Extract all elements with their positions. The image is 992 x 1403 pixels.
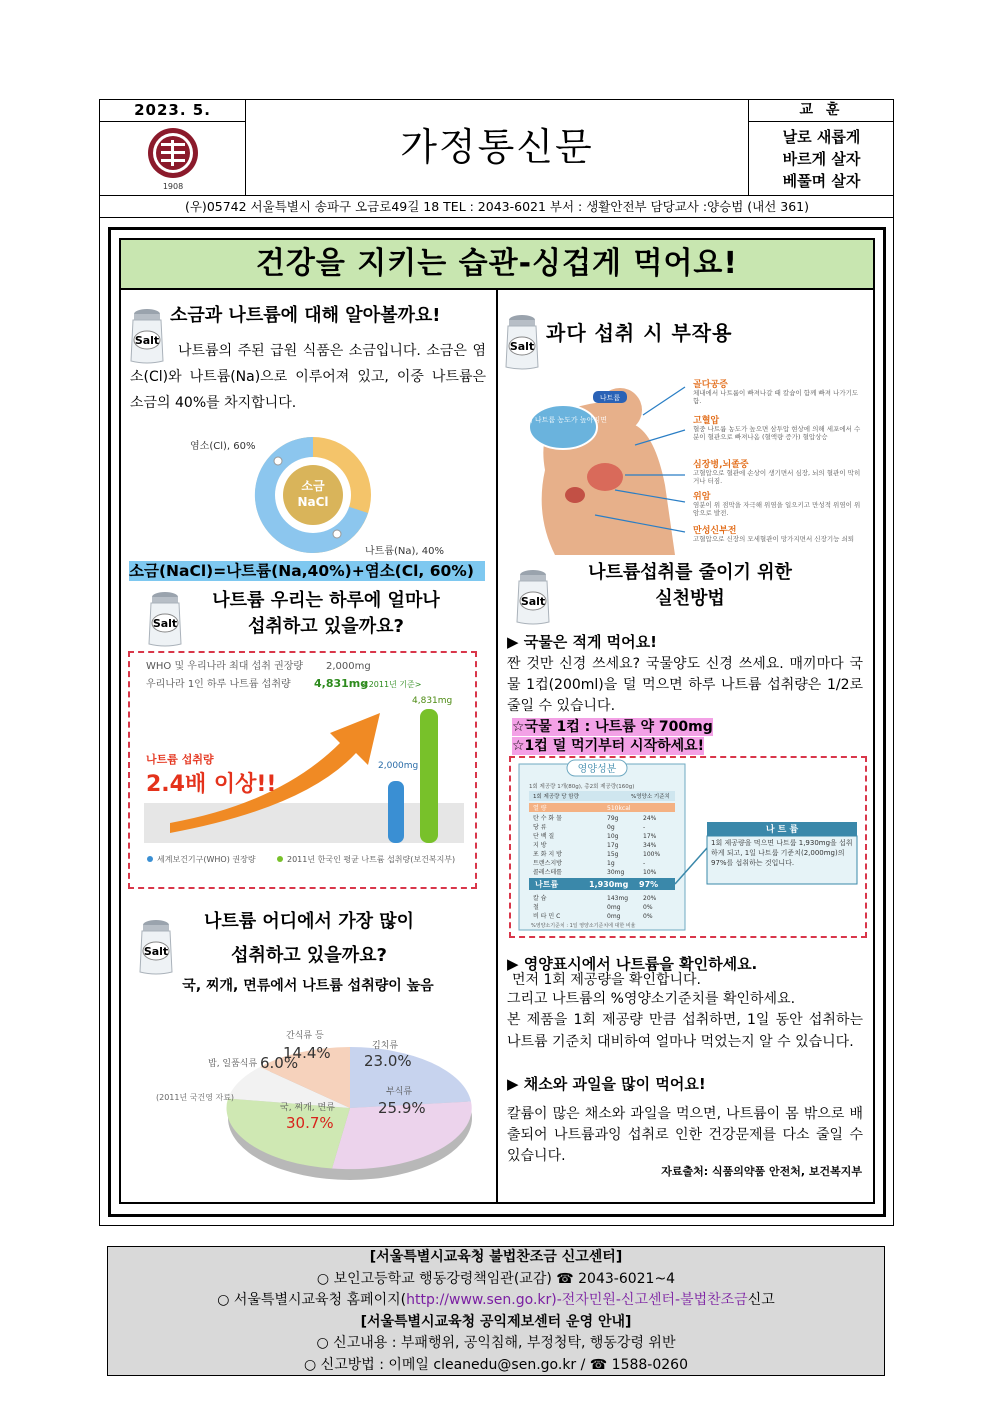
svg-text:포 화 지 방: 포 화 지 방 <box>533 851 562 858</box>
effect-title: 골다공증 <box>693 380 728 390</box>
svg-text:Salt: Salt <box>520 595 546 608</box>
legend-who: 세계보건기구(WHO) 권장량 <box>157 855 256 864</box>
intake-line1-label: WHO 및 우리나라 최대 섭취 권장량 <box>146 661 304 672</box>
svg-text:칼 슘: 칼 슘 <box>533 895 547 902</box>
label-title: 영양성분 <box>577 764 617 775</box>
donut-label-cl: 염소(Cl), 60% <box>190 441 256 452</box>
footer-line: [서울특별시교육청 불법찬조금 신고센터] <box>369 1249 623 1265</box>
motto-line: 날로 새롭게 <box>782 128 861 146</box>
salt-shaker-icon <box>514 568 552 626</box>
svg-text:비 타 민 C: 비 타 민 C <box>533 913 561 920</box>
svg-text:0g: 0g <box>607 824 615 831</box>
section-subheading: 국, 찌개, 면류에서 나트륨 섭취량이 높음 <box>182 978 434 994</box>
svg-text:34%: 34% <box>643 842 657 849</box>
section-heading: 과다 섭취 시 부작용 <box>546 321 733 345</box>
svg-text:1g: 1g <box>607 860 615 867</box>
bar1-label: 2,000mg <box>378 761 419 771</box>
footer-line: [서울특별시교육청 공익제보센터 운영 안내] <box>360 1313 632 1330</box>
svg-text:탄 수 화 물: 탄 수 화 물 <box>533 815 562 822</box>
pie-label-rice: 밥, 일품식류 <box>208 1059 258 1069</box>
tip-body: 칼륨이 많은 채소와 과일을 먹으면, 나트륨이 몸 밖으로 배출되어 나트륨과잉 섭취로 인한 건강문제를 다소 줄일 수 있습니다. <box>507 1106 863 1164</box>
callout-title: 나 트 륨 <box>765 825 799 835</box>
svg-text:-: - <box>643 860 646 867</box>
label-col2: %영양소 기준치 <box>631 794 670 800</box>
intake-line2-note: <2011년 기준> <box>362 680 422 689</box>
svg-text:17g: 17g <box>607 842 619 849</box>
bar2-label: 4,831mg <box>412 696 453 706</box>
section-heading: 나트륨 우리는 하루에 얼마나 섭취하고 있을까요? <box>212 590 440 637</box>
callout-text: 1회 제공량을 먹으면 나트륨 1,930mg을 섭취하게 되고, 1일 나트륨 기준치(2,000mg)의 97%를 섭취하는 것입니다. <box>711 839 853 867</box>
salt-shaker-icon <box>137 918 175 976</box>
pie-label-snack: 간식류 등 <box>286 1031 324 1041</box>
svg-text:15g: 15g <box>607 851 619 858</box>
effect-title: 위암 <box>693 492 711 502</box>
donut-center-2: NaCl <box>297 495 329 509</box>
donut-label-na: 나트륨(Na), 40% <box>365 546 444 557</box>
pie-value-snack: 14.4% <box>283 1044 331 1062</box>
tip-title: ▶ 영양표시에서 나트륨을 확인하세요. <box>507 955 758 973</box>
svg-text:97%: 97% <box>639 880 659 889</box>
svg-text:-: - <box>643 824 646 831</box>
svg-text:30mg: 30mg <box>607 869 625 876</box>
label-energy: 열 량 <box>533 805 547 812</box>
motto-line: 베풀며 살자 <box>782 172 861 190</box>
section-heading: 나트륨섭취를 줄이기 위한 실천방법 <box>588 562 792 609</box>
effect-desc: 염분이 위 점막을 자극해 위염을 일으키고 만성적 위염이 위암으로 발전. <box>693 501 861 517</box>
svg-text:Salt: Salt <box>152 617 178 630</box>
pie-value-side: 25.9% <box>378 1099 426 1117</box>
school-logo <box>100 122 246 196</box>
intake-figure <box>128 651 477 889</box>
effect-desc: 혈중 나트륨 농도가 높으면 삼투압 현상에 의해 세포에서 수분이 혈관으로 빠져나옴 (혈액량 증가) 혈압상승 <box>693 425 861 441</box>
effect-title: 만성신부전 <box>693 526 737 536</box>
svg-text:철: 철 <box>533 904 539 911</box>
svg-text:당 류: 당 류 <box>533 824 547 831</box>
motto-title: 교 훈 <box>749 100 894 122</box>
svg-text:100%: 100% <box>643 851 661 858</box>
effect-desc: 고혈압으로 혈관에 손상이 생기면서 심장, 뇌의 혈관이 막히거나 터짐. <box>693 469 861 485</box>
section-heading: 나트륨 어디에서 가장 많이 섭취하고 있을까요? <box>203 911 415 966</box>
svg-text:10g: 10g <box>607 833 619 840</box>
motto-line: 바르게 살자 <box>782 150 861 168</box>
pie-value-rice: 6.0% <box>260 1054 299 1072</box>
intake-line2-label: 우리나라 1인 하루 나트륨 섭취량 <box>146 679 291 690</box>
side-effects-figure <box>515 375 865 560</box>
column-divider <box>496 290 498 1202</box>
tip-body: 먼저 1회 제공량을 확인합니다. <box>512 972 701 988</box>
svg-text:20%: 20% <box>643 895 657 902</box>
main-banner: 건강을 지키는 습관-싱겁게 먹어요! <box>121 240 873 290</box>
footer-line: ○ 서울특별시교육청 홈페이지(http://www.sen.go.kr)-전자민원-신고센터-불법찬조금신고 <box>217 1292 775 1309</box>
svg-text:10%: 10% <box>643 869 657 876</box>
label-sodium: 나트륨 <box>535 880 559 889</box>
issue-date: 2023. 5. <box>100 100 246 122</box>
label-col1: 1회 제공량 당 함량 <box>533 794 579 800</box>
svg-text:17%: 17% <box>643 833 657 840</box>
section-heading: 소금과 나트륨에 대해 알아볼까요! <box>170 305 441 326</box>
intake-big-text: 2.4배 이상!! <box>146 772 277 797</box>
tip-body: 그리고 나트륨의 %영양소기준치를 확인하세요. <box>507 991 796 1007</box>
pie-value-kimchi: 23.0% <box>364 1052 412 1070</box>
salt-label: Salt <box>134 334 160 347</box>
salt-shaker-icon <box>146 590 184 648</box>
pie-value-soup: 30.7% <box>286 1114 334 1132</box>
label-energy-value: 510kcal <box>607 805 631 812</box>
svg-text:단 백 질: 단 백 질 <box>533 833 555 840</box>
school-address: (우)05742 서울특별시 송파구 오금로49길 18 TEL : 2043-6021 부서 : 생활안전부 담당교사 :양승범 (내선 361) <box>184 199 809 214</box>
svg-text:79g: 79g <box>607 815 619 822</box>
effect-title: 심장병,뇌졸중 <box>693 460 749 470</box>
svg-text:0%: 0% <box>643 913 653 920</box>
tip-body: 짠 것만 신경 쓰세요? 국물양도 신경 쓰세요. 매끼마다 국물 1컵(200ml)을 덜 먹으면 하루 나트륨 섭취량은 1/2로 줄일 수 있습니다. <box>507 656 863 714</box>
intake-line2-value: 4,831mg <box>314 677 369 690</box>
tip-title: ▶ 채소와 과일을 많이 먹어요! <box>507 1075 706 1093</box>
footer-line: ○ 신고방법 : 이메일 cleanedu@sen.go.kr / ☎ 1588-0260 <box>304 1356 688 1373</box>
svg-text:트랜스지방: 트랜스지방 <box>533 860 562 867</box>
svg-text:0%: 0% <box>643 904 653 911</box>
salt-formula: 소금(NaCl)=나트륨(Na,40%)+염소(Cl, 60%) <box>129 561 485 581</box>
source-credit: 자료출처: 식품의약품 안전처, 보건복지부 <box>661 1165 862 1178</box>
page-title: 가정통신문 <box>246 100 749 196</box>
tip-title: ▶ 국물은 적게 먹어요! <box>507 633 657 651</box>
tag-sodium: 나트륨 <box>599 394 621 402</box>
svg-text:콜레스테롤: 콜레스테롤 <box>533 869 562 876</box>
tip-body: 본 제품을 1회 제공량 만큼 섭취하면, 1일 동안 섭취하는 나트륨 기준치 대비하여 얼마나 먹었는지 알 수 있습니다. <box>507 1012 863 1050</box>
header-table <box>99 99 894 218</box>
footer-link[interactable]: http://www.sen.go.kr)-전자민원-신고센터-불법찬조금 <box>406 1292 748 1309</box>
effect-desc: 고혈압으로 신장의 모세혈관이 망가지면서 신장기능 쇠퇴 <box>693 535 855 543</box>
pie-label-soup: 국, 찌개, 면류 <box>280 1103 335 1113</box>
effect-title: 고혈압 <box>693 416 720 426</box>
salt-intro-text: 나트륨의 주된 급원 식품은 소금입니다. 소금은 염소(Cl)와 나트륨(Na)으로 이루어져 있고, 이중 나트륨은 소금의 40%를 차지합니다. <box>130 343 486 411</box>
svg-text:Salt: Salt <box>509 340 535 353</box>
pie-label-kimchi: 김치류 <box>372 1041 399 1051</box>
svg-text:Salt: Salt <box>143 945 169 958</box>
motto <box>749 122 894 196</box>
logo-year: 1908 <box>162 181 183 191</box>
tip-highlight: ☆국물 1컵 : 나트륨 약 700mg <box>512 719 713 735</box>
svg-text:1,930mg: 1,930mg <box>589 880 629 889</box>
pie-label-side: 부식류 <box>386 1087 413 1097</box>
footer-line: ○ 신고내용 : 부패행위, 공익침해, 부정청탁, 행동강령 위반 <box>316 1335 676 1352</box>
tip-highlight: ☆1컵 덜 먹기부터 시작하세요! <box>512 738 705 754</box>
legend-korea: 2011년 한국인 평균 나트륨 섭취량(보건복지부) <box>287 855 456 864</box>
svg-text:0mg: 0mg <box>607 913 621 920</box>
svg-text:0mg: 0mg <box>607 904 621 911</box>
svg-text:143mg: 143mg <box>607 895 629 902</box>
svg-text:24%: 24% <box>643 815 657 822</box>
label-serving: 1회 제공량 1개(80g), 총2회 제공량(160g) <box>529 784 635 790</box>
bubble-text: 체내 나트륨 농도가 높아지면 <box>519 416 607 424</box>
sodium-source-pie <box>150 1020 485 1190</box>
salt-shaker-icon <box>503 313 541 371</box>
footer-line: ○ 보인고등학교 행동강령책임관(교감) ☎ 2043-6021~4 <box>316 1270 676 1287</box>
donut-center-1: 소금 <box>301 479 325 493</box>
intake-line1-value: 2,000mg <box>326 661 371 672</box>
effect-desc: 체내에서 나트륨이 빠져나갈 때 칼슘이 함께 빠져 나가기도 함. <box>693 389 859 405</box>
intake-caption: 나트륨 섭취량 <box>146 753 214 766</box>
nutrition-label-figure <box>509 756 867 938</box>
salt-donut-chart <box>180 428 470 558</box>
report-center-footer <box>107 1246 885 1376</box>
svg-text:지 방: 지 방 <box>533 842 547 849</box>
label-footnote: %영양소기준치 : 1일 영양소기준치에 대한 비율 <box>531 923 636 929</box>
pie-source: (2011년 국건영 자료) <box>156 1093 235 1102</box>
